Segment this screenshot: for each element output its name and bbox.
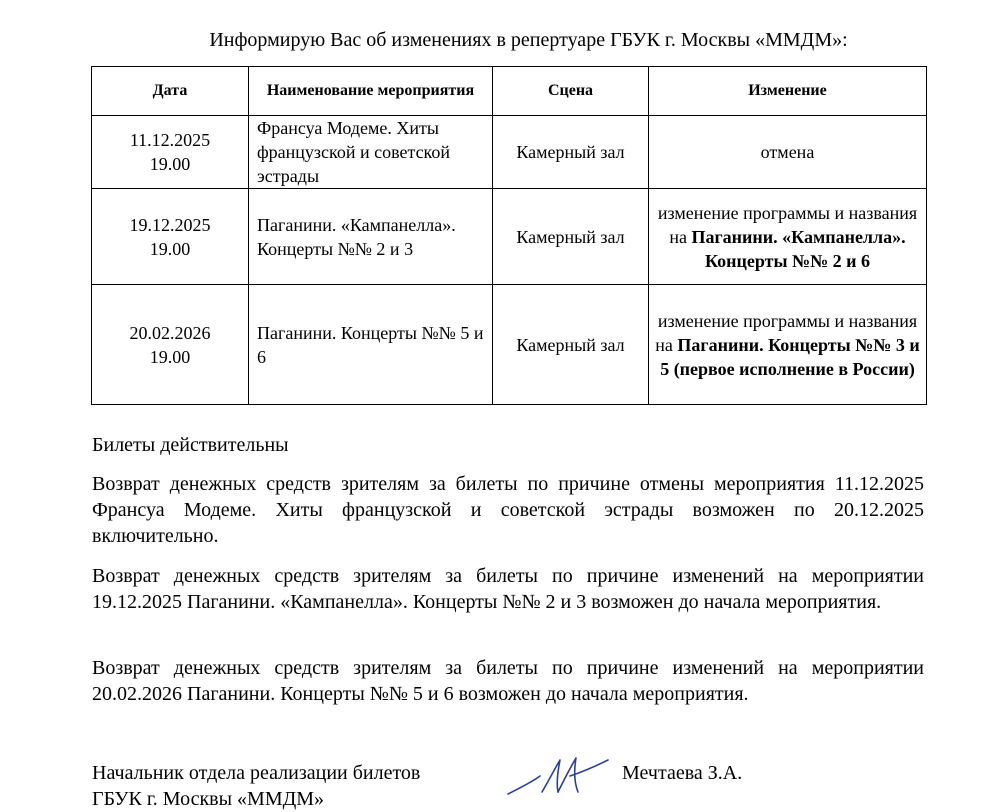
table-row	[92, 116, 927, 189]
event-date: 20.02.2026	[129, 322, 211, 343]
header-date: Дата	[92, 67, 249, 116]
event-stage: Камерный зал	[493, 285, 649, 405]
date-cell	[92, 116, 249, 189]
table-header-row	[92, 67, 927, 116]
event-name: Франсуа Модеме. Хиты французской и советской эстрады	[249, 116, 493, 189]
signer-position: Начальник отдела реализации билетов	[92, 762, 421, 784]
intro-text: Информирую Вас об изменениях в репертуаре ГБУК г. Москвы «ММДМ»:	[209, 29, 848, 51]
header-stage: Сцена	[493, 67, 649, 116]
table-row	[92, 189, 927, 285]
signer-name: Мечтаева З.А.	[622, 762, 743, 784]
event-time: 19.00	[149, 154, 191, 174]
change-cell	[649, 285, 927, 405]
date-cell	[92, 285, 249, 405]
change-cell	[649, 189, 927, 285]
event-time: 19.00	[149, 346, 191, 367]
date-cell	[92, 189, 249, 285]
change-text: отмена	[760, 142, 815, 162]
refund-paragraph-1: Возврат денежных средств зрителям за билеты по причине отмены мероприятия 11.12.2025 Франсуа Модеме. Хиты французской и советской эстрады возможен по 20.12.2025 включительно.	[92, 473, 924, 547]
change-text: изменение программы и названия на	[655, 310, 918, 355]
event-name: Паганини. Концерты №№ 5 и 6	[249, 285, 493, 405]
event-stage: Камерный зал	[493, 116, 649, 189]
tickets-valid-text: Билеты действительны	[92, 434, 289, 456]
change-new-title: Паганини. «Кампанелла». Концерты №№ 2 и 6	[691, 226, 906, 271]
event-name: Паганини. «Кампанелла». Концерты №№ 2 и 3	[249, 189, 493, 285]
signer-organization: ГБУК г. Москвы «ММДМ»	[92, 788, 325, 810]
change-text: изменение программы и названия на	[657, 202, 918, 247]
header-change: Изменение	[649, 67, 927, 116]
change-new-title: Паганини. Концерты №№ 3 и 5 (первое исполнение в России)	[660, 334, 920, 379]
event-stage: Камерный зал	[493, 189, 649, 285]
handwritten-signature	[500, 752, 615, 796]
refund-paragraph-3: Возврат денежных средств зрителям за билеты по причине изменений на мероприятии 20.02.2026 Паганини. Концерты №№ 5 и 6 возможен до начала мероприятия.	[92, 657, 924, 705]
event-date: 11.12.2025	[129, 130, 211, 150]
table-row	[92, 285, 927, 405]
event-date: 19.12.2025	[129, 214, 211, 235]
header-event-name: Наименование мероприятия	[249, 67, 493, 116]
change-cell	[649, 116, 927, 189]
repertoire-changes-table	[91, 66, 927, 405]
event-time: 19.00	[149, 238, 191, 259]
refund-paragraph-2: Возврат денежных средств зрителям за билеты по причине изменений на мероприятии 19.12.2025 Паганини. «Кампанелла». Концерты №№ 2 и 3 возможен до начала мероприятия.	[92, 565, 924, 613]
